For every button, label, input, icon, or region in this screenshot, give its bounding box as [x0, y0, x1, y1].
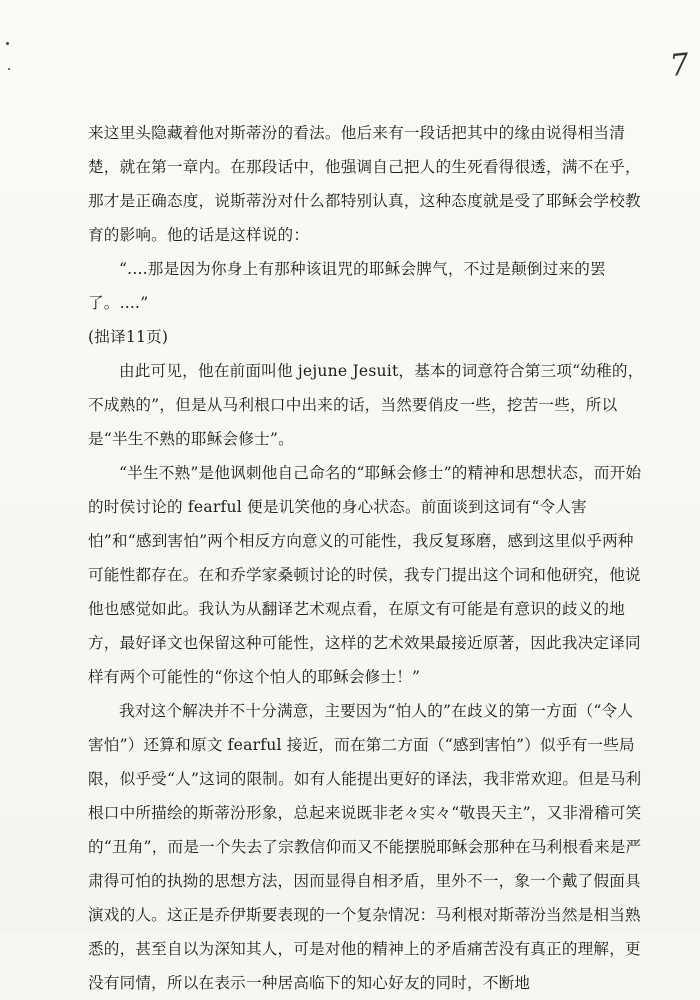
paragraph [88, 252, 648, 320]
paragraph [88, 694, 648, 1000]
paragraph [88, 456, 648, 694]
text-line: ）还算和原文 fearful 接近，而在第二方面（“感到害怕”）似乎有一些局限，似乎受“人 [88, 736, 635, 788]
text-line: 得自相矛盾，里外不一，象一个戴了假面具演戏的人。这正是乔伊斯要表现的一个复杂情 [88, 872, 641, 924]
paragraph-container [88, 116, 648, 1000]
text-line: “....那是因为你身上有那种该诅咒的耶稣会脾气，不过是颠倒过来的罢了。....” [88, 260, 606, 312]
text-line: 顿讨论的时侯，我专门提出这个词和他研究，他说他也感觉如此。我认为从翻译艺术观点 [88, 566, 641, 618]
text-line: 来这里头隐藏着他对斯蒂汾的看法。他后来有一段话把其中的缘由说得相当清楚，就在第 [88, 124, 625, 176]
text-line: 形象，总起来说既非老々实々“敬畏天主”，又非滑稽可笑的“丑角”，而是一个失去了 [88, 804, 642, 856]
scan-speck [8, 68, 10, 70]
scan-speck [6, 42, 9, 45]
text-line: “半生不熟”是他讽刺他自己命名的“耶稣会修士”的精神和思想状态，而开始的时 [88, 464, 642, 516]
paragraph [88, 320, 648, 354]
text-line: 侯讨论的 fearful 便是讥笑他的身心状态。前面谈到这词有“令人害怕”和“感到害怕”两 [88, 498, 587, 550]
text-line: (拙译11页) [88, 328, 169, 346]
text-line: 最接近原著，因此我决定译同样有两个可能性的“你这个怕人的耶稣会修士！” [88, 634, 641, 686]
text-line: 由此可见，他在前面叫他 jejune Jesuit，基本的词意符合第三项“幼稚的，不成熟的” [88, 362, 644, 414]
page-number: 7 [668, 47, 691, 84]
text-line: 我对这个解决并不十分满意，主要因为“怕人的”在歧义的第一方面（“令人害怕” [88, 702, 634, 754]
text-line: ： [293, 226, 310, 244]
paragraph [88, 116, 648, 252]
text-line: 况：马利根对斯蒂汾当然是相当熟悉的，甚至自以为深知其人，可是对他的精神上的矛盾 [88, 906, 641, 958]
text-line: 个相反方向意义的可能性，我反复琢磨，感到这里似乎两种可能性都存在。在和乔学家桑 [88, 532, 634, 584]
text-line: 看，在原文有可能是有意识的歧义的地方，最好译文也保留这种可能性，这样的艺术效果 [88, 600, 625, 652]
paragraph [88, 354, 648, 456]
body-text [88, 116, 648, 1000]
text-line: 一章内。在那段话中，他强调自己把人的生死看得很透，满不在乎，那才是正确态度，说 [88, 158, 641, 210]
text-line: 宗教信仰而又不能摆脱耶稣会那种在马利根看来是严肃得可怕的执拗的思想方法，因而显 [88, 838, 642, 890]
text-line: ”这词的限制。如有人能提出更好的译法，我非常欢迎。但是马利根口中所描绘的斯蒂汾 [88, 770, 642, 822]
text-line: ，但是从马利根口中出来的话，当然要俏皮一些，挖苦一些，所以是“半生不熟的耶稣会 [88, 396, 618, 448]
text-line: 修士”。 [238, 430, 294, 448]
text-line: 斯蒂汾对什么都特别认真，这种态度就是受了耶稣会学校教育的影响。他的话是这样说的 [88, 192, 641, 244]
text-line: 痛苦没有真正的理解，更没有同情，所以在表示一种居高临下的知心好友的同时，不断地 [88, 940, 641, 992]
